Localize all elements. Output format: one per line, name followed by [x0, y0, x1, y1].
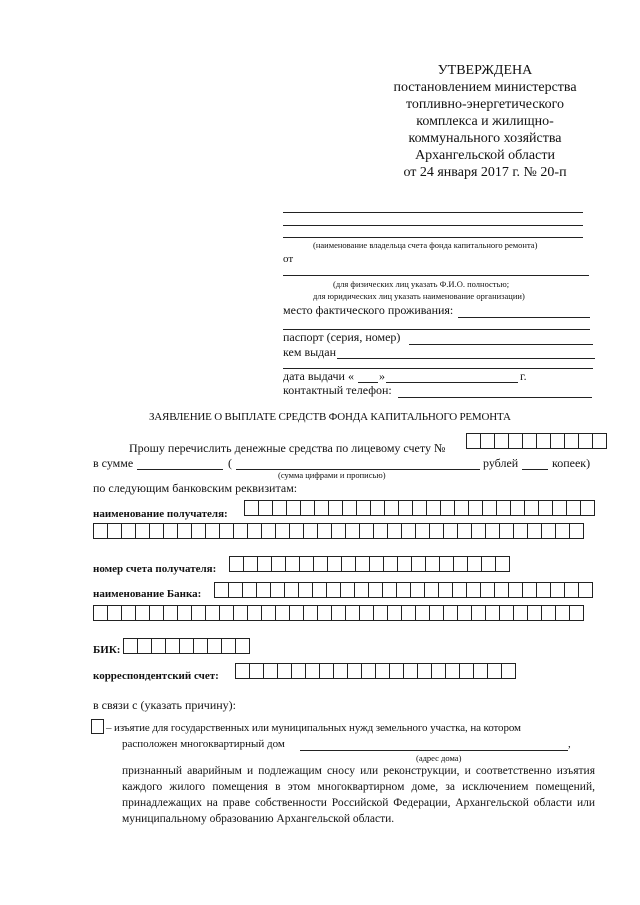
corr-account-label: корреспондентский счет: [93, 670, 219, 682]
issue-date-close-quote: » [379, 369, 385, 383]
char-cell[interactable] [313, 556, 328, 572]
char-cell[interactable] [261, 523, 276, 539]
char-cell[interactable] [499, 605, 514, 621]
char-cell[interactable] [275, 523, 290, 539]
char-cell[interactable] [443, 523, 458, 539]
char-cell[interactable] [387, 523, 402, 539]
char-cell[interactable] [426, 500, 441, 516]
sum-paren: ( [228, 456, 232, 470]
char-cell[interactable] [527, 605, 542, 621]
char-cell[interactable] [317, 605, 332, 621]
issued-by-line-1[interactable] [337, 358, 595, 359]
char-cell[interactable] [375, 663, 390, 679]
char-cell[interactable] [233, 605, 248, 621]
char-cell[interactable] [480, 433, 495, 449]
char-cell[interactable] [289, 523, 304, 539]
char-cell[interactable] [459, 663, 474, 679]
char-cell[interactable] [401, 605, 416, 621]
char-cell[interactable] [438, 582, 453, 598]
approval-line: Архангельской области [415, 148, 555, 163]
char-cell[interactable] [487, 663, 502, 679]
char-cell[interactable] [431, 663, 446, 679]
char-cell[interactable] [389, 663, 404, 679]
char-cell[interactable] [193, 638, 208, 654]
char-cell[interactable] [219, 523, 234, 539]
char-cell[interactable] [247, 605, 262, 621]
char-cell[interactable] [522, 433, 537, 449]
char-cell[interactable] [361, 663, 376, 679]
char-cell[interactable] [440, 500, 455, 516]
char-cell[interactable] [473, 663, 488, 679]
char-cell[interactable] [359, 605, 374, 621]
char-cell[interactable] [299, 556, 314, 572]
char-cell[interactable] [403, 663, 418, 679]
char-cell[interactable] [258, 500, 273, 516]
sum-digits-line[interactable] [137, 469, 223, 470]
char-cell[interactable] [286, 500, 301, 516]
char-cell[interactable] [485, 523, 500, 539]
char-cell[interactable] [468, 500, 483, 516]
from-line[interactable] [283, 275, 589, 276]
char-cell[interactable] [207, 638, 222, 654]
char-cell[interactable] [566, 500, 581, 516]
owner-line-1[interactable] [283, 212, 583, 213]
char-cell[interactable] [271, 556, 286, 572]
char-cell[interactable] [327, 556, 342, 572]
char-cell[interactable] [242, 582, 257, 598]
char-cell[interactable] [123, 638, 138, 654]
kopeks-label: копеек) [552, 456, 591, 470]
char-cell[interactable] [135, 605, 150, 621]
approval-date: от 24 января 2017 г. № 20-п [403, 165, 567, 180]
char-cell[interactable] [228, 582, 243, 598]
fio-hint-2: для юридических лиц указать наименование организации) [313, 291, 525, 301]
char-cell[interactable] [510, 500, 525, 516]
char-cell[interactable] [121, 523, 136, 539]
char-cell[interactable] [285, 556, 300, 572]
char-cell[interactable] [513, 523, 528, 539]
char-cell[interactable] [410, 582, 425, 598]
bik-grid[interactable] [123, 638, 250, 654]
char-cell[interactable] [163, 605, 178, 621]
char-cell[interactable] [354, 582, 369, 598]
char-cell[interactable] [137, 638, 152, 654]
char-cell[interactable] [499, 523, 514, 539]
char-cell[interactable] [564, 582, 579, 598]
residence-line-1[interactable] [458, 317, 590, 318]
char-cell[interactable] [552, 500, 567, 516]
char-cell[interactable] [303, 523, 318, 539]
char-cell[interactable] [261, 605, 276, 621]
issue-date-month-line[interactable] [386, 382, 518, 383]
char-cell[interactable] [277, 663, 292, 679]
bank-details-intro: по следующим банковским реквизитам: [93, 481, 298, 495]
char-cell[interactable] [580, 500, 595, 516]
char-cell[interactable] [165, 638, 180, 654]
char-cell[interactable] [453, 556, 468, 572]
char-cell[interactable] [107, 523, 122, 539]
char-cell[interactable] [384, 500, 399, 516]
request-text: Прошу перечислить денежные средства по лицевому счету № [129, 441, 446, 455]
char-cell[interactable] [569, 605, 584, 621]
char-cell[interactable] [415, 605, 430, 621]
reason-1-comma: , [568, 738, 571, 750]
char-cell[interactable] [219, 605, 234, 621]
reason-1-line2: расположен многоквартирный дом [122, 738, 285, 750]
owner-hint: (наименование владельца счета фонда капитального ремонта) [313, 240, 538, 250]
char-cell[interactable] [494, 582, 509, 598]
kopeks-line[interactable] [522, 469, 548, 470]
recipient-account-grid[interactable] [229, 556, 510, 572]
char-cell[interactable] [369, 556, 384, 572]
char-cell[interactable] [481, 556, 496, 572]
char-cell[interactable] [345, 605, 360, 621]
char-cell[interactable] [387, 605, 402, 621]
char-cell[interactable] [555, 523, 570, 539]
char-cell[interactable] [235, 638, 250, 654]
bank-name-grid-1[interactable] [214, 582, 593, 598]
char-cell[interactable] [177, 605, 192, 621]
char-cell[interactable] [300, 500, 315, 516]
char-cell[interactable] [482, 500, 497, 516]
owner-line-3[interactable] [283, 237, 583, 238]
char-cell[interactable] [317, 523, 332, 539]
char-cell[interactable] [373, 605, 388, 621]
char-cell[interactable] [494, 433, 509, 449]
char-cell[interactable] [592, 433, 607, 449]
char-cell[interactable] [452, 582, 467, 598]
char-cell[interactable] [149, 605, 164, 621]
char-cell[interactable] [340, 582, 355, 598]
char-cell[interactable] [527, 523, 542, 539]
recipient-name-label: наименование получателя: [93, 508, 228, 520]
char-cell[interactable] [522, 582, 537, 598]
char-cell[interactable] [341, 556, 356, 572]
char-cell[interactable] [243, 556, 258, 572]
char-cell[interactable] [513, 605, 528, 621]
char-cell[interactable] [368, 582, 383, 598]
char-cell[interactable] [256, 582, 271, 598]
char-cell[interactable] [221, 638, 236, 654]
char-cell[interactable] [411, 556, 426, 572]
char-cell[interactable] [508, 433, 523, 449]
char-cell[interactable] [355, 556, 370, 572]
address-hint: (адрес дома) [416, 753, 462, 763]
char-cell[interactable] [289, 605, 304, 621]
approval-block [380, 62, 590, 181]
char-cell[interactable] [471, 523, 486, 539]
char-cell[interactable] [149, 523, 164, 539]
char-cell[interactable] [270, 582, 285, 598]
issued-by-label: кем выдан [283, 345, 337, 359]
char-cell[interactable] [429, 523, 444, 539]
char-cell[interactable] [471, 605, 486, 621]
char-cell[interactable] [328, 500, 343, 516]
phone-line[interactable] [398, 397, 592, 398]
char-cell[interactable] [345, 523, 360, 539]
sum-label: в сумме [93, 456, 134, 470]
char-cell[interactable] [564, 433, 579, 449]
char-cell[interactable] [107, 605, 122, 621]
char-cell[interactable] [550, 582, 565, 598]
recipient-name-grid-2[interactable] [93, 523, 584, 539]
from-label: от [283, 253, 294, 265]
approval-line: топливно-энергетического [405, 97, 565, 112]
reason-1-checkbox[interactable] [91, 719, 104, 734]
owner-line-2[interactable] [283, 225, 583, 226]
char-cell[interactable] [555, 605, 570, 621]
recipient-name-grid-1[interactable] [244, 500, 595, 516]
reason-2-paragraph: признанный аварийным и подлежащим сносу или реконструкции, и соответственно изъятия каждого жилого помещения в этом многоквартирном доме, за исключением помещений, принадлежащих на праве собственности Российской Федерации, Архангельской области или муниципальному образованию Архангельской области. [122, 765, 595, 825]
char-cell[interactable] [275, 605, 290, 621]
char-cell[interactable] [536, 582, 551, 598]
char-cell[interactable] [425, 556, 440, 572]
char-cell[interactable] [93, 605, 108, 621]
char-cell[interactable] [331, 605, 346, 621]
passport-line[interactable] [409, 344, 593, 345]
char-cell[interactable] [467, 556, 482, 572]
char-cell[interactable] [247, 523, 262, 539]
char-cell[interactable] [457, 523, 472, 539]
char-cell[interactable] [151, 638, 166, 654]
approval-line: коммунального хозяйства [408, 131, 562, 146]
bik-label: БИК: [93, 644, 121, 656]
bank-name-label: наименование Банка: [93, 588, 202, 600]
char-cell[interactable] [370, 500, 385, 516]
char-cell[interactable] [501, 663, 516, 679]
char-cell[interactable] [191, 523, 206, 539]
char-cell[interactable] [397, 556, 412, 572]
char-cell[interactable] [508, 582, 523, 598]
issue-date-label: дата выдачи « [283, 369, 354, 383]
char-cell[interactable] [177, 523, 192, 539]
char-cell[interactable] [333, 663, 348, 679]
char-cell[interactable] [326, 582, 341, 598]
char-cell[interactable] [480, 582, 495, 598]
char-cell[interactable] [229, 556, 244, 572]
char-cell[interactable] [319, 663, 334, 679]
char-cell[interactable] [569, 523, 584, 539]
char-cell[interactable] [205, 523, 220, 539]
char-cell[interactable] [314, 500, 329, 516]
char-cell[interactable] [495, 556, 510, 572]
char-cell[interactable] [342, 500, 357, 516]
char-cell[interactable] [538, 500, 553, 516]
char-cell[interactable] [359, 523, 374, 539]
char-cell[interactable] [244, 500, 259, 516]
char-cell[interactable] [541, 605, 556, 621]
char-cell[interactable] [303, 605, 318, 621]
rubles-label: рублей [483, 456, 519, 470]
char-cell[interactable] [439, 556, 454, 572]
char-cell[interactable] [331, 523, 346, 539]
char-cell[interactable] [93, 523, 108, 539]
approval-line: постановлением министерства [393, 80, 577, 95]
form-title: ЗАЯВЛЕНИЕ О ВЫПЛАТЕ СРЕДСТВ ФОНДА КАПИТАЛЬНОГО РЕМОНТА [149, 411, 511, 423]
char-cell[interactable] [383, 556, 398, 572]
char-cell[interactable] [443, 605, 458, 621]
char-cell[interactable] [454, 500, 469, 516]
char-cell[interactable] [457, 605, 472, 621]
char-cell[interactable] [347, 663, 362, 679]
house-address-line[interactable] [300, 750, 568, 751]
char-cell[interactable] [291, 663, 306, 679]
char-cell[interactable] [272, 500, 287, 516]
char-cell[interactable] [541, 523, 556, 539]
char-cell[interactable] [121, 605, 136, 621]
char-cell[interactable] [429, 605, 444, 621]
approval-title: УТВЕРЖДЕНА [437, 63, 533, 78]
char-cell[interactable] [466, 582, 481, 598]
char-cell[interactable] [382, 582, 397, 598]
char-cell[interactable] [356, 500, 371, 516]
char-cell[interactable] [179, 638, 194, 654]
char-cell[interactable] [135, 523, 150, 539]
char-cell[interactable] [263, 663, 278, 679]
fio-hint-1: (для физических лиц указать Ф.И.О. полностью; [333, 279, 510, 289]
recipient-account-label: номер счета получателя: [93, 563, 217, 575]
char-cell[interactable] [412, 500, 427, 516]
issue-date-year-suffix: г. [520, 369, 527, 383]
char-cell[interactable] [550, 433, 565, 449]
char-cell[interactable] [373, 523, 388, 539]
char-cell[interactable] [305, 663, 320, 679]
char-cell[interactable] [466, 433, 481, 449]
char-cell[interactable] [485, 605, 500, 621]
phone-label: контактный телефон: [283, 383, 392, 397]
approval-line: комплекса и жилищно- [416, 114, 554, 129]
char-cell[interactable] [424, 582, 439, 598]
char-cell[interactable] [235, 663, 250, 679]
char-cell[interactable] [298, 582, 313, 598]
char-cell[interactable] [417, 663, 432, 679]
char-cell[interactable] [524, 500, 539, 516]
residence-label: место фактического проживания: [283, 303, 454, 317]
char-cell[interactable] [205, 605, 220, 621]
char-cell[interactable] [396, 582, 411, 598]
char-cell[interactable] [536, 433, 551, 449]
char-cell[interactable] [257, 556, 272, 572]
char-cell[interactable] [284, 582, 299, 598]
reason-label: в связи с (указать причину): [93, 698, 237, 712]
char-cell[interactable] [578, 582, 593, 598]
char-cell[interactable] [415, 523, 430, 539]
reason-1-line1: – изъятие для государственных или муниципальных нужд земельного участка, на котором [106, 722, 521, 734]
char-cell[interactable] [401, 523, 416, 539]
char-cell[interactable] [496, 500, 511, 516]
account-number-grid[interactable] [466, 433, 607, 449]
sum-hint: (сумма цифрами и прописью) [278, 470, 386, 480]
char-cell[interactable] [249, 663, 264, 679]
char-cell[interactable] [398, 500, 413, 516]
passport-label: паспорт (серия, номер) [283, 330, 401, 344]
char-cell[interactable] [214, 582, 229, 598]
char-cell[interactable] [191, 605, 206, 621]
char-cell[interactable] [445, 663, 460, 679]
char-cell[interactable] [312, 582, 327, 598]
corr-account-grid[interactable] [235, 663, 516, 679]
bank-name-grid-2[interactable] [93, 605, 584, 621]
char-cell[interactable] [578, 433, 593, 449]
char-cell[interactable] [233, 523, 248, 539]
char-cell[interactable] [163, 523, 178, 539]
